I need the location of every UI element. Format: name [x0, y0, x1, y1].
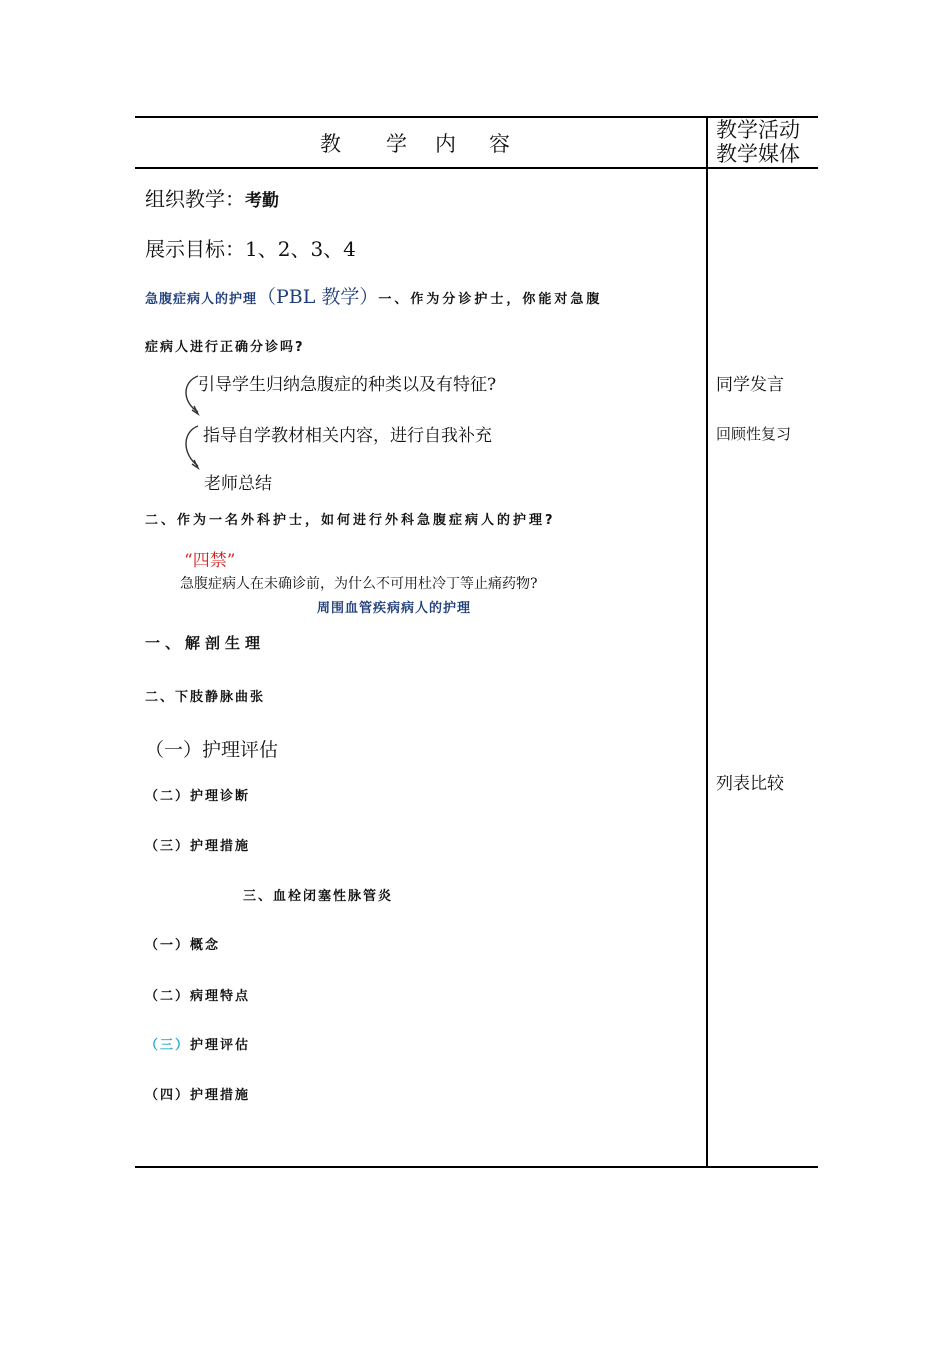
header-char: 内 [435, 132, 456, 156]
header-char: 学 [386, 132, 407, 156]
section-three-item3-number: （三） [145, 1038, 191, 1053]
question-one-part2: 症病人进行正确分诊吗? [145, 340, 305, 355]
question-three: 急腹症病人在未确诊前，为什么不可用杜冷丁等止痛药物? [180, 576, 538, 592]
section-three-item3 [145, 1034, 250, 1053]
section-three-item4: （四）护理措施 [145, 1088, 251, 1103]
activity-header-line2: 教学媒体 [716, 142, 800, 166]
section-two-item1: （一）护理评估 [145, 739, 279, 761]
table-bottom-border [135, 1166, 818, 1168]
activity-header-line1: 教学活动 [716, 118, 800, 142]
organize-line [145, 183, 279, 212]
section-two: 二、下肢静脉曲张 [145, 690, 266, 705]
activity-compare-table: 列表比较 [716, 774, 784, 794]
goals-line: 展示目标：1、2、3、4 [145, 237, 356, 261]
section-three-item2: （二）病理特点 [145, 989, 251, 1004]
activity-review: 回顾性复习 [716, 425, 792, 443]
section-three: 三、血栓闭塞性脉管炎 [243, 889, 394, 904]
header-char: 教 [320, 132, 341, 156]
pbl-question-line [145, 282, 602, 309]
section-two-item2: （二）护理诊断 [145, 789, 251, 804]
section-one: 一、解剖生理 [145, 634, 266, 652]
vascular-title: 周围血管疾病病人的护理 [317, 601, 472, 616]
section-two-item3: （三）护理措施 [145, 839, 251, 854]
pbl-tag: （PBL 教学） [257, 286, 379, 308]
activity-students-speak: 同学发言 [716, 375, 784, 395]
question-two: 二、作为一名外科护士，如何进行外科急腹症病人的护理? [145, 513, 556, 528]
content-column-header [320, 128, 510, 158]
pbl-title: 急腹症病人的护理 [145, 292, 258, 307]
question-one-part1: 一、作为分诊护士，你能对急腹 [378, 292, 603, 307]
organize-label: 组织教学： [145, 187, 245, 211]
step-three: 老师总结 [204, 474, 272, 494]
step-two: 指导自学教材相关内容，进行自我补充 [203, 426, 492, 446]
step-one: 引导学生归纳急腹症的种类以及有特征? [198, 375, 497, 395]
activity-column-header [716, 118, 800, 166]
header-char: 容 [489, 132, 510, 156]
organize-value: 考勤 [245, 191, 279, 211]
four-bans: “四禁” [184, 551, 236, 571]
column-divider [706, 116, 708, 1168]
header-divider [135, 167, 818, 169]
section-three-item3-text: 护理评估 [190, 1038, 251, 1053]
section-three-item1: （一）概念 [145, 938, 221, 953]
